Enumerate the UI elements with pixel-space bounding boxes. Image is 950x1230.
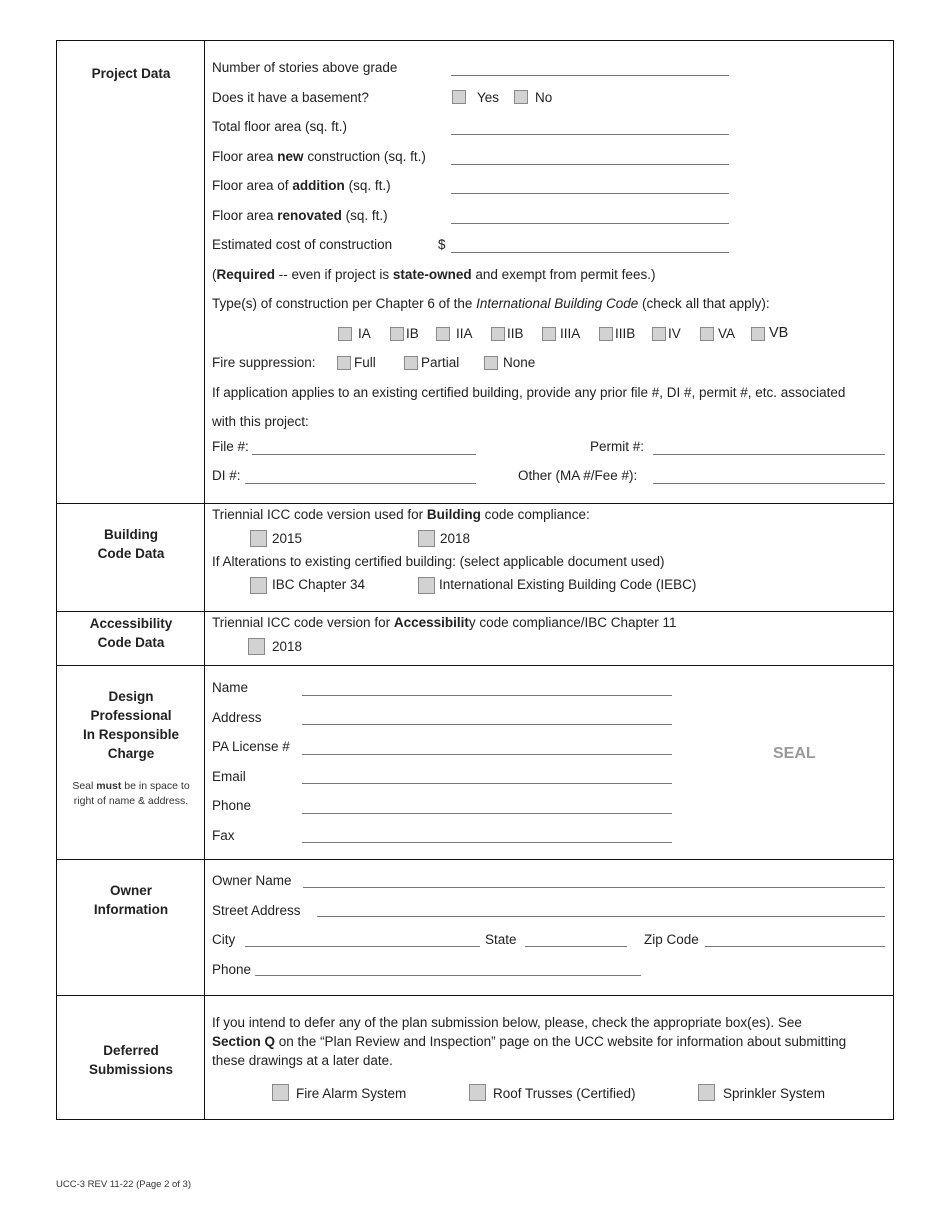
section-label-owner: Owner Information <box>93 883 169 917</box>
dp-name-label: Name <box>212 680 249 695</box>
type-iv-checkbox[interactable] <box>652 327 666 341</box>
di-no-label: DI #: <box>212 468 241 483</box>
section-label-deferred: Deferred Submissions <box>88 1043 174 1077</box>
deferred-text-3: these drawings at a later date. <box>212 1053 393 1068</box>
dp-address-field[interactable] <box>302 724 672 725</box>
label-column-divider <box>57 41 205 1119</box>
new-area-field[interactable] <box>451 164 729 165</box>
dollar-sign: $ <box>438 237 446 252</box>
addition-area-label: Floor area of addition (sq. ft.) <box>212 178 391 193</box>
addition-area-field[interactable] <box>451 193 729 194</box>
existing-building-text-2: with this project: <box>212 414 309 429</box>
type-va-label: VA <box>718 326 736 341</box>
type-va-checkbox[interactable] <box>700 327 714 341</box>
permit-no-label: Permit #: <box>590 439 645 454</box>
dp-name-field[interactable] <box>302 695 672 696</box>
basement-label: Does it have a basement? <box>212 90 369 105</box>
fire-suppression-label: Fire suppression: <box>212 355 316 370</box>
owner-name-label: Owner Name <box>212 873 292 888</box>
deferred-text-2: Section Q on the “Plan Review and Inspection” page on the UCC website for information about submitting <box>212 1034 847 1049</box>
dp-email-field[interactable] <box>302 783 672 784</box>
type-ib-label: IB <box>406 326 419 341</box>
section-label-project-data: Project Data <box>91 66 171 81</box>
building-triennial-text: Triennial ICC code version used for Building code compliance: <box>212 507 590 522</box>
file-no-field[interactable] <box>252 454 476 455</box>
state-field[interactable] <box>525 946 627 947</box>
type-iiia-checkbox[interactable] <box>542 327 556 341</box>
type-ib-checkbox[interactable] <box>390 327 404 341</box>
city-label: City <box>212 932 236 947</box>
total-area-field[interactable] <box>451 134 729 135</box>
renovated-area-label: Floor area renovated (sq. ft.) <box>212 208 388 223</box>
type-iia-label: IIA <box>456 326 473 341</box>
type-ia-label: IA <box>358 326 371 341</box>
accessibility-2018-checkbox[interactable] <box>248 638 265 655</box>
stories-field[interactable] <box>451 75 729 76</box>
owner-phone-field[interactable] <box>255 975 641 976</box>
section-label-accessibility: Accessibility Code Data <box>89 616 173 650</box>
type-vb-checkbox[interactable] <box>751 327 765 341</box>
renovated-area-field[interactable] <box>451 223 729 224</box>
fire-full-checkbox[interactable] <box>337 356 351 370</box>
roof-trusses-checkbox[interactable] <box>469 1084 486 1101</box>
accessibility-2018-label: 2018 <box>272 639 303 654</box>
alterations-text: If Alterations to existing certified building: (select applicable document used) <box>212 554 665 569</box>
fire-none-checkbox[interactable] <box>484 356 498 370</box>
section-divider <box>57 995 893 996</box>
section-divider <box>57 611 893 612</box>
sprinkler-checkbox[interactable] <box>698 1084 715 1101</box>
iebc-label: International Existing Building Code (IEBC) <box>439 577 697 592</box>
building-2015-label: 2015 <box>272 531 303 546</box>
dp-phone-field[interactable] <box>302 813 672 814</box>
zip-code-field[interactable] <box>705 946 885 947</box>
type-iib-checkbox[interactable] <box>491 327 505 341</box>
type-iiib-label: IIIB <box>615 326 636 341</box>
basement-yes-checkbox[interactable] <box>452 90 466 104</box>
existing-building-text: If application applies to an existing certified building, provide any prior file #, DI #, permit #, etc. associated <box>212 385 846 400</box>
city-field[interactable] <box>245 946 480 947</box>
type-iv-label: IV <box>668 326 681 341</box>
section-divider <box>57 859 893 860</box>
roof-trusses-label: Roof Trusses (Certified) <box>493 1086 636 1101</box>
section-divider <box>57 665 893 666</box>
building-2018-checkbox[interactable] <box>418 530 435 547</box>
iebc-checkbox[interactable] <box>418 577 435 594</box>
type-ia-checkbox[interactable] <box>338 327 352 341</box>
deferred-text-1: If you intend to defer any of the plan submission below, please, check the appropriate box(es). See <box>212 1015 802 1030</box>
di-no-field[interactable] <box>245 483 476 484</box>
ibc-chapter-34-checkbox[interactable] <box>250 577 267 594</box>
fire-partial-checkbox[interactable] <box>404 356 418 370</box>
zip-code-label: Zip Code <box>644 932 699 947</box>
building-2015-checkbox[interactable] <box>250 530 267 547</box>
type-iiib-checkbox[interactable] <box>599 327 613 341</box>
cost-field[interactable] <box>451 252 729 253</box>
street-address-label: Street Address <box>212 903 301 918</box>
cost-label: Estimated cost of construction <box>212 237 393 252</box>
dp-phone-label: Phone <box>212 798 252 813</box>
dp-fax-label: Fax <box>212 828 235 843</box>
basement-no-label: No <box>535 90 553 105</box>
total-area-label: Total floor area (sq. ft.) <box>212 119 348 134</box>
fire-alarm-label: Fire Alarm System <box>296 1086 407 1101</box>
owner-name-field[interactable] <box>303 887 885 888</box>
fire-alarm-checkbox[interactable] <box>272 1084 289 1101</box>
ibc-chapter-34-label: IBC Chapter 34 <box>272 577 366 592</box>
state-label: State <box>485 932 517 947</box>
construction-type-label: Type(s) of construction per Chapter 6 of the International Building Code (check all that apply): <box>212 296 770 311</box>
type-iiia-label: IIIA <box>560 326 581 341</box>
dp-address-label: Address <box>212 710 262 725</box>
form-footer: UCC-3 REV 11-22 (Page 2 of 3) <box>56 1179 191 1190</box>
section-label-design-professional: Design Professional In Responsible Charge <box>82 689 180 761</box>
section-label-building-code: Building Code Data <box>97 527 165 561</box>
required-note: (Required -- even if project is state-owned and exempt from permit fees.) <box>212 267 656 282</box>
dp-license-field[interactable] <box>302 754 672 755</box>
seal-placeholder: SEAL <box>773 745 816 762</box>
stories-label: Number of stories above grade <box>212 60 398 75</box>
type-iia-checkbox[interactable] <box>436 327 450 341</box>
dp-email-label: Email <box>212 769 246 784</box>
ucc3-form-page2 <box>56 40 894 1120</box>
section-divider <box>57 503 893 504</box>
fire-none-label: None <box>503 355 536 370</box>
permit-no-field[interactable] <box>653 454 885 455</box>
basement-no-checkbox[interactable] <box>514 90 528 104</box>
fire-full-label: Full <box>354 355 376 370</box>
basement-yes-label: Yes <box>477 90 500 105</box>
street-address-field[interactable] <box>317 916 885 917</box>
type-iib-label: IIB <box>507 326 524 341</box>
owner-phone-label: Phone <box>212 962 252 977</box>
fire-partial-label: Partial <box>421 355 460 370</box>
type-vb-label: VB <box>769 325 789 341</box>
accessibility-triennial-text: Triennial ICC code version for Accessibility code compliance/IBC Chapter 11 <box>212 615 677 630</box>
file-no-label: File #: <box>212 439 249 454</box>
seal-note: Seal must be in space to right of name & address. <box>72 780 190 807</box>
building-2018-label: 2018 <box>440 531 471 546</box>
dp-fax-field[interactable] <box>302 842 672 843</box>
new-area-label: Floor area new construction (sq. ft.) <box>212 149 426 164</box>
other-no-label: Other (MA #/Fee #): <box>518 468 638 483</box>
dp-license-label: PA License # <box>212 739 290 754</box>
sprinkler-label: Sprinkler System <box>723 1086 826 1101</box>
other-no-field[interactable] <box>653 483 885 484</box>
